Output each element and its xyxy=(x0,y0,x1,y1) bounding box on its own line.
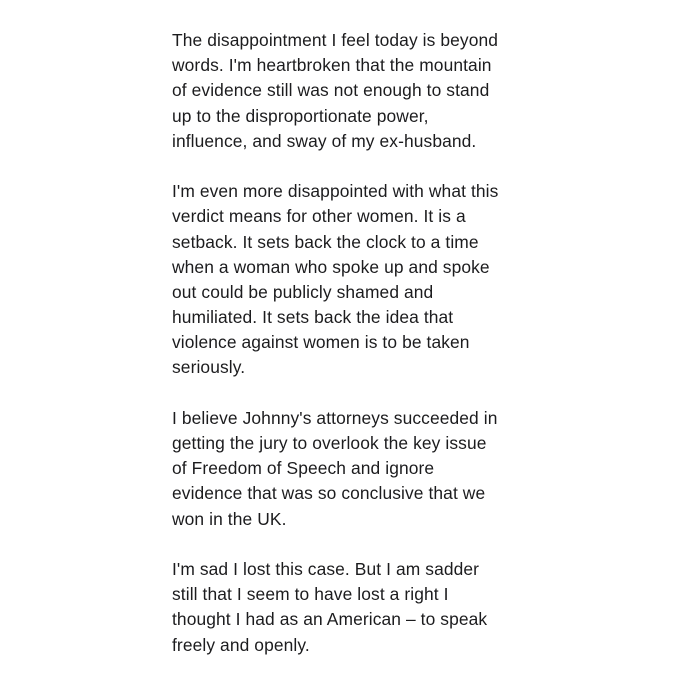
paragraph-line: violence against women is to be taken xyxy=(172,332,470,353)
paragraph-line: freely and openly. xyxy=(172,634,310,655)
statement-text xyxy=(172,28,517,658)
paragraph-line: still that I seem to have lost a right I xyxy=(172,584,449,605)
paragraph-line: words. I'm heartbroken that the mountain xyxy=(172,55,492,76)
paragraph-line: I'm sad I lost this case. But I am sadder xyxy=(172,558,480,579)
paragraph-line: up to the disproportionate power, xyxy=(172,105,429,126)
paragraph-line: thought I had as an American – to speak xyxy=(172,609,488,630)
paragraph-line: won in the UK. xyxy=(172,508,287,529)
paragraph-line: setback. It sets back the clock to a time xyxy=(172,231,479,252)
paragraph-line: verdict means for other women. It is a xyxy=(172,206,466,227)
paragraph-line: when a woman who spoke up and spoke xyxy=(172,256,490,277)
paragraph-line: of Freedom of Speech and ignore xyxy=(172,458,435,479)
paragraph-line: evidence that was so conclusive that we xyxy=(172,483,486,504)
paragraph-line: I believe Johnny's attorneys succeeded in xyxy=(172,407,498,428)
paragraph-spacer xyxy=(172,154,517,179)
paragraph-line: getting the jury to overlook the key issue xyxy=(172,433,487,453)
paragraph-line: humiliated. It sets back the idea that xyxy=(172,307,454,328)
paragraph-line: out could be publicly shamed and xyxy=(172,281,434,302)
paragraph-1 xyxy=(172,28,517,154)
paragraph-2 xyxy=(172,179,517,381)
paragraph-spacer xyxy=(172,381,517,406)
paragraph-line: of evidence still was not enough to stand xyxy=(172,80,490,101)
paragraph-line: influence, and sway of my ex-husband. xyxy=(172,130,477,151)
paragraph-line: seriously. xyxy=(172,357,246,378)
paragraph-spacer xyxy=(172,532,517,557)
paragraph-line: I'm even more disappointed with what this xyxy=(172,181,499,202)
paragraph-3 xyxy=(172,406,517,532)
paragraph-line: The disappointment I feel today is beyond xyxy=(172,30,499,50)
paragraph-4 xyxy=(172,557,517,658)
